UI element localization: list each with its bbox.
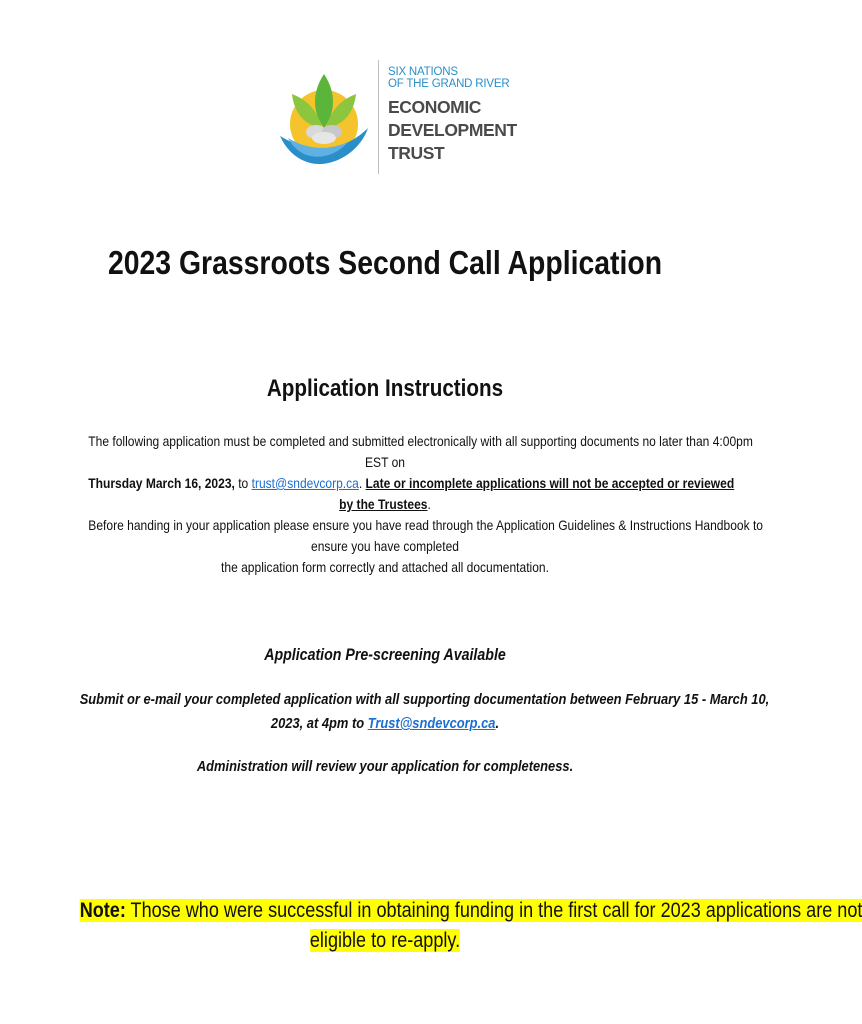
page-title: 2023 Grassroots Second Call Application (107, 244, 663, 281)
late-warning-continued: by the Trustees (339, 496, 428, 512)
instructions-line: Before handing in your application please ensure you have read through the Application Guidelines & Instructions Handbook to (88, 517, 763, 533)
prescreening-line: Submit or e-mail your completed application with all supporting documentation between February 15 - March 10, (79, 691, 770, 708)
prescreening-email-link[interactable]: Trust@sndevcorp.ca (367, 715, 496, 732)
logo-line-grand-river: OF THE GRAND RIVER (388, 78, 510, 90)
note-label: Note: (79, 899, 126, 922)
logo-line-trust: TRUST (388, 143, 445, 163)
note-line (80, 926, 691, 956)
instructions-paragraph (40, 431, 763, 578)
instructions-heading: Application Instructions (266, 375, 504, 402)
admin-review-text: Administration will review your application for completeness. (196, 758, 574, 775)
period: . (427, 496, 431, 512)
after-email-text: . (358, 475, 366, 491)
prescreening-text: 2023, at 4pm to (270, 715, 368, 732)
leaf-sun-water-logo-icon (278, 66, 370, 166)
note-text: Those who were successful in obtaining funding in the first call for 2023 applications are not (125, 899, 862, 922)
logo-line-development: DEVELOPMENT (388, 120, 517, 140)
logo-line-six-nations: SIX NATIONS (388, 66, 458, 78)
eligibility-note (30, 896, 862, 956)
organization-logo (278, 58, 528, 176)
email-link[interactable]: trust@sndevcorp.ca (251, 475, 359, 491)
deadline-date: Thursday March 16, 2023, (88, 475, 235, 491)
note-line (79, 896, 862, 926)
instructions-line: ensure you have completed (311, 538, 459, 554)
prescreening-heading: Application Pre-screening Available (264, 646, 506, 664)
prescreening-line (80, 712, 691, 736)
late-warning-line (88, 494, 681, 515)
to-text: to (234, 475, 252, 491)
instructions-line: EST on (365, 454, 405, 470)
logo-divider (378, 60, 379, 174)
instructions-line: The following application must be completed and submitted electronically with all supporting documents no later than 4:00pm (88, 433, 753, 449)
prescreening-period: . (495, 715, 500, 732)
instructions-line: the application form correctly and attached all documentation. (221, 559, 549, 575)
logo-wordmark (388, 66, 538, 165)
note-text-continued: eligible to re-apply. (309, 929, 461, 952)
admin-review-note (30, 755, 740, 779)
late-warning: Late or incomplete applications will not be accepted or reviewed (365, 475, 735, 491)
logo-line-economic: ECONOMIC (388, 97, 482, 117)
deadline-line (88, 473, 735, 494)
prescreening-paragraph (30, 688, 770, 736)
